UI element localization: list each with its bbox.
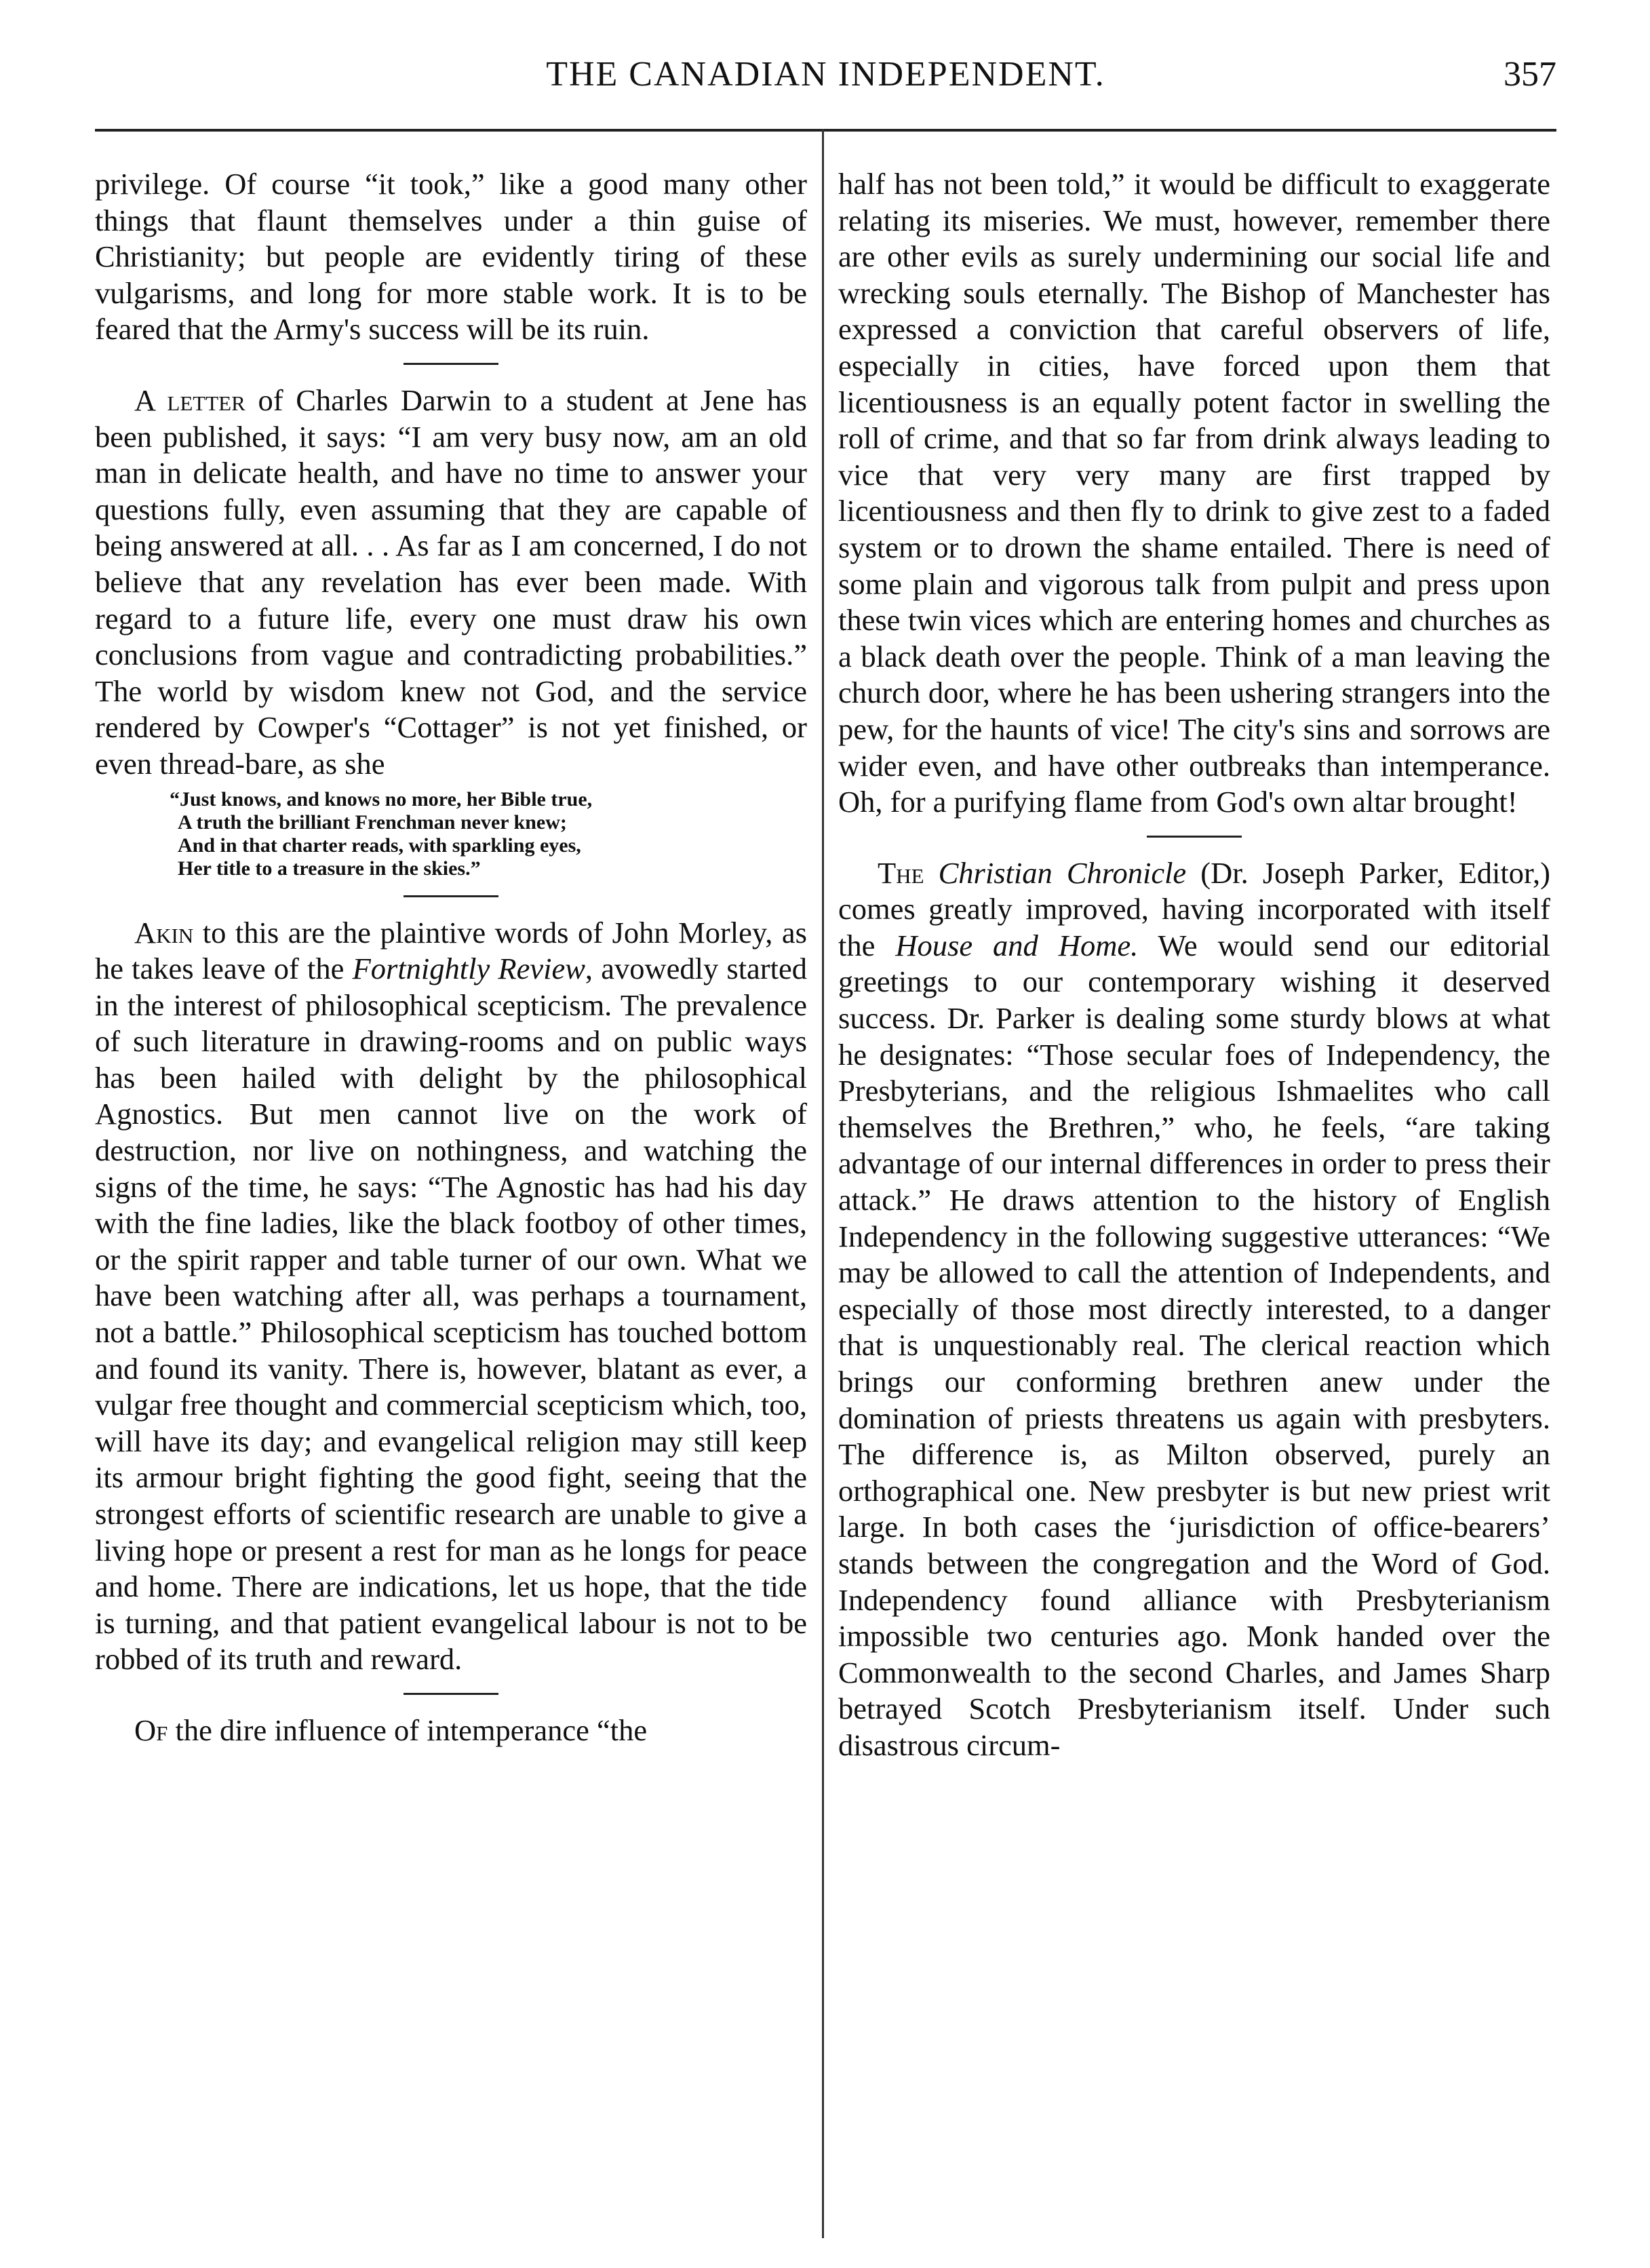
lead-words: A letter (134, 383, 245, 417)
publication-title: House and Home. (895, 928, 1139, 962)
paragraph-vice (838, 166, 1550, 821)
verse-line: Her title to a treasure in the skies.” (178, 857, 481, 880)
running-header (95, 54, 1556, 115)
paragraph-text: of Charles Darwin to a student at Jene has been published, it says: “I am very busy now, am an old man in delicate health, and have no time to answer your questions fully, even assuming that they are capable of being answered at all. . . As far as I am concerned, I do not believe that any revelation has ever been made. With regard to a future life, every one must draw his own conclusions from vague and contradicting probabilities.” The world by wisdom knew not God, and the service rendered by Cowper's “Cottager” is not yet finished, or even thread-bare, as she (95, 383, 807, 781)
paragraph-morley (95, 915, 807, 1678)
paragraph-text: half has not been told,” it would be difficult to exaggerate relating its miseries. We must, however, remember there are other evils as surely undermining our social life and wrecking souls eternally. The Bishop of Manchester has expressed a conviction that careful observers of life, especially in cities, have forced upon them that licentiousness is an equally potent factor in swelling the roll of crime, and that so far from drink always leading to vice that very very many are first trapped by licentiousness and then fly to drink to give zest to a faded system or to drown the shame entailed. There is need of some plain and vigorous talk from pulpit and press upon these twin vices which are entering homes and churches as a black death over the people. Think of a man leaving the church door, where he has been ushering strangers into the pew, for the haunts of vice! The city's sins and sorrows are wider even, and have other outbreaks than intemperance. Oh, for a purifying flame from God's own altar brought! (838, 167, 1550, 819)
verse-line: And in that charter reads, with sparkling eyes, (178, 834, 581, 857)
header-rule (95, 129, 1556, 132)
journal-title: THE CANADIAN INDEPENDENT. (546, 55, 1105, 94)
paragraph-text: We would send our editorial greetings to our contemporary wishing it deserved success. Dr. Parker is dealing some sturdy blows at what he designates: “Those secular foes of Independency, the Presbyterians, and the religious Ishmaelites who call themselves the Brethren,” who, he feels, “are taking advantage of our internal differences in order to press their attack.” He draws attention to the history of English Independency in the following suggestive utterances: “We may be allowed to call the attention of Independents, and especially of those most directly interested, to a danger that is unquestionably real. The clerical reaction which brings our conforming brethren anew under the domination of priests threatens us again with presbyters. The difference is, as Milton observed, purely an orthographical one. New presbyter is but new priest writ large. In both cases the ‘jurisdiction of office-bearers’ stands between the congregation and the Word of God. Independency found alliance with Presbyterianism impossible two centuries ago. Monk handed over the Commonwealth to the second Charles, and James Sharp betrayed Scotch Presbyterianism itself. Under such disastrous circum- (838, 928, 1550, 1762)
section-separator (404, 363, 498, 365)
left-column (95, 166, 807, 1749)
page-number: 357 (1504, 55, 1556, 94)
column-divider (822, 129, 824, 2238)
paragraph-text: privilege. Of course “it took,” like a good many other things that flaunt themselves under a thin guise of Christianity; but people are evidently tiring of these vulgarisms, and long for more stable work. It is to be feared that the Army's success will be its ruin. (95, 167, 807, 347)
paragraph-intemperance (95, 1713, 807, 1749)
lead-words: Akin (134, 915, 194, 950)
paragraph-text: , avowedly started in the interest of philosophical scepticism. The prevalence of such literature in drawing-rooms and on public ways has been hailed with delight by the philosophical Agnostics. But men cannot live on the work of destruction, nor live on nothingness, and watching the signs of the time, he says: “The Agnostic has had his day with the fine ladies, like the black footboy of other times, or the spirit rapper and table turner of our own. What we have been watching after all, was perhaps a tournament, not a battle.” Philosophical scepticism has touched bottom and found its vanity. There is, however, blatant as ever, a vulgar free thought and commercial scepticism which, too, will have its day; and evangelical religion may still keep its armour bright fighting the good fight, seeing that the strongest efforts of scientific research are unable to give a living hope or present a rest for man as he longs for peace and home. There are indications, let us hope, that the tide is turning, and that patient evangelical labour is not to be robbed of its truth and reward. (95, 952, 807, 1677)
verse-quotation (170, 788, 807, 880)
publication-title: Christian Chronicle (938, 855, 1187, 890)
paragraph-army (95, 166, 807, 348)
publication-title: Fortnightly Review (352, 952, 585, 986)
paragraph-text: the dire influence of intemperance “the (168, 1713, 648, 1747)
paragraph-darwin (95, 383, 807, 783)
section-separator (404, 1693, 498, 1695)
paragraph-text: to this are the plaintive words of John Morley, as he takes leave of the (95, 915, 807, 986)
section-separator (1147, 836, 1242, 838)
verse-line: A truth the brilliant Frenchman never knew; (178, 810, 567, 834)
lead-words: Of (134, 1713, 168, 1747)
paragraph-text: (Dr. Joseph Parker, Editor,) comes greatly improved, having incorporated with itself the (838, 855, 1551, 962)
paragraph-chronicle (838, 855, 1550, 1764)
right-column (838, 166, 1550, 1764)
verse-line: “Just knows, and knows no more, her Bible true, (170, 787, 593, 810)
lead-words: The (878, 855, 924, 890)
section-separator (404, 895, 498, 897)
